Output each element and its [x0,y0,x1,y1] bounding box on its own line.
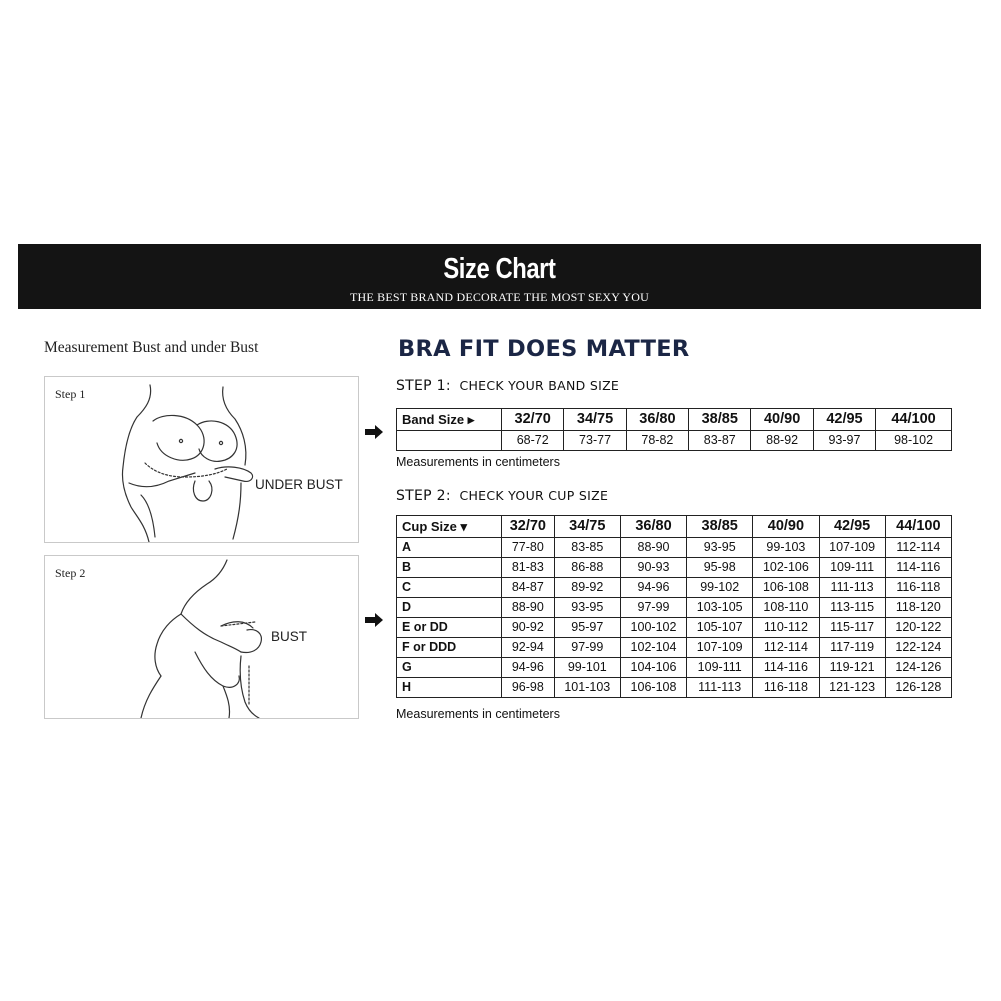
cup-size-cell: 99-103 [753,538,819,558]
cup-size-cell: 114-116 [885,558,951,578]
step-2-illustration [44,555,359,719]
band-measurement-cell: 73-77 [564,431,626,451]
cup-size-cell: 107-109 [687,638,753,658]
right-arrow-icon [364,612,384,628]
cup-size-cell: 77-80 [502,538,555,558]
cup-size-cell: 104-106 [620,658,686,678]
cup-size-row [397,578,952,598]
cup-size-cell: 100-102 [620,618,686,638]
cup-size-row [397,598,952,618]
cup-size-cell: 105-107 [687,618,753,638]
cup-size-row [397,558,952,578]
cup-size-row-label: H [397,678,502,698]
cup-size-cell: 102-106 [753,558,819,578]
cup-size-cell: 109-111 [687,658,753,678]
cup-size-cell: 84-87 [502,578,555,598]
cup-size-cell: 93-95 [687,538,753,558]
cup-size-row [397,678,952,698]
cup-size-cell: 119-121 [819,658,885,678]
cup-size-cell: 90-93 [620,558,686,578]
cup-size-cell: 112-114 [753,638,819,658]
cup-size-cell: 103-105 [687,598,753,618]
cup-size-table [396,515,952,698]
cup-size-cell: 111-113 [819,578,885,598]
cup-size-cell: 95-98 [687,558,753,578]
cup-size-row-label: D [397,598,502,618]
cup-size-note: Measurements in centimeters [396,707,560,721]
band-measurement-cell: 93-97 [813,431,875,451]
cup-size-header-cell: 34/75 [554,516,620,538]
cup-size-cell: 107-109 [819,538,885,558]
cup-size-cell: 116-118 [753,678,819,698]
cup-size-row-label: G [397,658,502,678]
size-chart-banner [18,244,981,309]
cup-size-cell: 88-90 [502,598,555,618]
right-arrow-icon [364,424,384,440]
band-measurement-cell: 68-72 [502,431,564,451]
band-size-table [396,408,952,451]
cup-size-row [397,658,952,678]
cup-size-cell: 115-117 [819,618,885,638]
cup-size-header-cell: 42/95 [819,516,885,538]
cup-size-cell: 121-123 [819,678,885,698]
band-measurement-cell: 78-82 [626,431,688,451]
step-1-label: Step 1 [55,387,86,401]
band-size-header-cell: 42/95 [813,409,875,431]
band-measurement-cell: 98-102 [876,431,952,451]
cup-size-row-label: C [397,578,502,598]
cup-size-cell: 116-118 [885,578,951,598]
cup-size-row [397,638,952,658]
band-size-header-cell: 34/75 [564,409,626,431]
cup-size-cell: 122-124 [885,638,951,658]
cup-size-cell: 94-96 [502,658,555,678]
banner-title: Size Chart [443,253,556,285]
step-1-prefix: STEP 1: [396,378,451,394]
under-bust-figure-icon [45,377,358,542]
step-2-text: CHECK YOUR CUP SIZE [459,488,609,503]
cup-size-cell: 95-97 [554,618,620,638]
cup-size-cell: 120-122 [885,618,951,638]
cup-size-header-cell: 40/90 [753,516,819,538]
cup-size-header-label: Cup Size ▾ [397,516,502,538]
cup-size-row-label: E or DD [397,618,502,638]
band-size-header-label: Band Size ▸ [397,409,502,431]
cup-size-cell: 113-115 [819,598,885,618]
band-size-note: Measurements in centimeters [396,455,560,469]
cup-size-cell: 97-99 [554,638,620,658]
band-size-header-cell: 32/70 [502,409,564,431]
cup-size-cell: 111-113 [687,678,753,698]
band-size-header-cell: 44/100 [876,409,952,431]
band-size-header-cell: 38/85 [689,409,751,431]
cup-size-cell: 110-112 [753,618,819,638]
band-measurement-row [397,431,952,451]
bust-figure-icon [45,556,358,718]
cup-size-cell: 124-126 [885,658,951,678]
cup-size-cell: 102-104 [620,638,686,658]
cup-size-header-cell: 38/85 [687,516,753,538]
band-measurement-cell: 83-87 [689,431,751,451]
band-size-header-cell: 40/90 [751,409,813,431]
step-2-heading [396,488,608,504]
cup-size-cell: 108-110 [753,598,819,618]
cup-size-cell: 112-114 [885,538,951,558]
cup-size-cell: 81-83 [502,558,555,578]
step-1-text: CHECK YOUR BAND SIZE [459,378,620,393]
cup-size-cell: 99-101 [554,658,620,678]
cup-size-cell: 92-94 [502,638,555,658]
cup-size-cell: 90-92 [502,618,555,638]
cup-size-row-label: A [397,538,502,558]
bust-callout: BUST [271,629,308,644]
step-2-prefix: STEP 2: [396,488,451,504]
step-1-heading [396,378,619,394]
cup-size-header-row [397,516,952,538]
cup-size-row [397,618,952,638]
band-measurement-cell: 88-92 [751,431,813,451]
cup-size-header-cell: 36/80 [620,516,686,538]
under-bust-callout: UNDER BUST [255,477,343,492]
banner-tagline: THE BEST BRAND DECORATE THE MOST SEXY YOU [350,290,649,304]
cup-size-cell: 106-108 [753,578,819,598]
cup-size-cell: 83-85 [554,538,620,558]
cup-size-cell: 96-98 [502,678,555,698]
cup-size-cell: 109-111 [819,558,885,578]
cup-size-row-label: B [397,558,502,578]
measurement-title: Measurement Bust and under Bust [44,339,259,356]
cup-size-row-label: F or DDD [397,638,502,658]
cup-size-cell: 89-92 [554,578,620,598]
cup-size-cell: 114-116 [753,658,819,678]
band-size-header-cell: 36/80 [626,409,688,431]
cup-size-row [397,538,952,558]
cup-size-cell: 118-120 [885,598,951,618]
cup-size-header-cell: 44/100 [885,516,951,538]
cup-size-cell: 88-90 [620,538,686,558]
step-1-illustration [44,376,359,543]
cup-size-cell: 97-99 [620,598,686,618]
cup-size-cell: 126-128 [885,678,951,698]
cup-size-cell: 86-88 [554,558,620,578]
cup-size-cell: 99-102 [687,578,753,598]
cup-size-cell: 93-95 [554,598,620,618]
band-size-header-row [397,409,952,431]
cup-size-cell: 106-108 [620,678,686,698]
headline: BRA FIT DOES MATTER [398,336,690,362]
band-measurement-row-label [397,431,502,451]
cup-size-header-cell: 32/70 [502,516,555,538]
cup-size-cell: 94-96 [620,578,686,598]
step-2-label: Step 2 [55,566,86,580]
cup-size-cell: 101-103 [554,678,620,698]
cup-size-cell: 117-119 [819,638,885,658]
